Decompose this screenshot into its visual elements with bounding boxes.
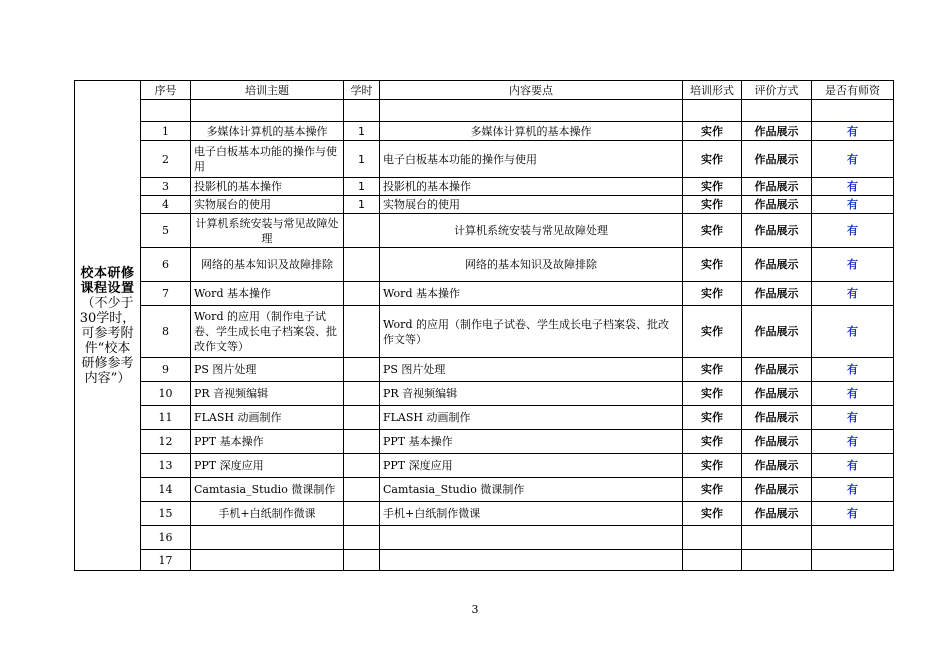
row-hours	[344, 478, 380, 502]
row-number: 15	[141, 502, 191, 526]
row-eval	[742, 100, 812, 122]
row-teacher: 有	[812, 502, 894, 526]
row-topic: 手机+白纸制作微课	[191, 502, 344, 526]
row-topic: 多媒体计算机的基本操作	[191, 122, 344, 141]
row-teacher	[812, 550, 894, 571]
row-eval	[742, 526, 812, 550]
table-row	[75, 248, 894, 282]
side-title-line2: 课程设置	[80, 280, 135, 296]
row-number: 5	[141, 214, 191, 248]
row-eval: 作品展示	[742, 430, 812, 454]
row-eval: 作品展示	[742, 406, 812, 430]
row-hours: 1	[344, 141, 380, 178]
row-form: 实作	[683, 141, 742, 178]
row-hours	[344, 526, 380, 550]
row-teacher: 有	[812, 248, 894, 282]
row-hours	[344, 430, 380, 454]
page-number: 3	[471, 603, 479, 616]
row-topic: PPT 基本操作	[191, 430, 344, 454]
row-eval: 作品展示	[742, 214, 812, 248]
row-teacher: 有	[812, 282, 894, 306]
table-row	[75, 430, 894, 454]
row-teacher	[812, 100, 894, 122]
row-topic: Camtasia_Studio 微课制作	[191, 478, 344, 502]
row-form: 实作	[683, 214, 742, 248]
side-note-line3: 可参考附	[81, 325, 134, 341]
row-number: 9	[141, 358, 191, 382]
row-content: Camtasia_Studio 微课制作	[380, 478, 683, 502]
table-row	[75, 141, 894, 178]
row-content: 网络的基本知识及故障排除	[380, 248, 683, 282]
row-eval: 作品展示	[742, 282, 812, 306]
row-form: 实作	[683, 478, 742, 502]
row-form: 实作	[683, 406, 742, 430]
row-teacher: 有	[812, 214, 894, 248]
row-eval: 作品展示	[742, 478, 812, 502]
row-content	[380, 550, 683, 571]
row-teacher: 有	[812, 454, 894, 478]
row-topic: PS 图片处理	[191, 358, 344, 382]
row-topic: 网络的基本知识及故障排除	[191, 248, 344, 282]
row-topic: FLASH 动画制作	[191, 406, 344, 430]
side-label-cell	[75, 81, 141, 571]
row-teacher	[812, 526, 894, 550]
row-topic	[191, 526, 344, 550]
side-note-line4: 件“校本	[84, 340, 131, 356]
side-note-line6: 内容”）	[84, 370, 131, 386]
row-hours	[344, 358, 380, 382]
row-topic	[191, 100, 344, 122]
row-number: 8	[141, 306, 191, 358]
row-hours: 1	[344, 178, 380, 196]
row-form: 实作	[683, 122, 742, 141]
table-row	[75, 358, 894, 382]
row-eval: 作品展示	[742, 502, 812, 526]
row-number: 2	[141, 141, 191, 178]
row-number: 3	[141, 178, 191, 196]
row-eval: 作品展示	[742, 306, 812, 358]
row-teacher: 有	[812, 196, 894, 214]
row-hours	[344, 282, 380, 306]
row-number: 1	[141, 122, 191, 141]
row-hours: 1	[344, 122, 380, 141]
row-number: 10	[141, 382, 191, 406]
table-row	[75, 550, 894, 571]
row-teacher: 有	[812, 178, 894, 196]
row-eval	[742, 550, 812, 571]
table-row	[75, 282, 894, 306]
row-content: 投影机的基本操作	[380, 178, 683, 196]
row-form: 实作	[683, 196, 742, 214]
row-teacher: 有	[812, 478, 894, 502]
row-hours	[344, 382, 380, 406]
header-hours: 学时	[344, 81, 380, 100]
row-topic: 投影机的基本操作	[191, 178, 344, 196]
row-content: PS 图片处理	[380, 358, 683, 382]
row-hours: 1	[344, 196, 380, 214]
row-hours	[344, 214, 380, 248]
row-number: 16	[141, 526, 191, 550]
row-teacher: 有	[812, 358, 894, 382]
row-number: 4	[141, 196, 191, 214]
header-topic: 培训主题	[191, 81, 344, 100]
row-content	[380, 526, 683, 550]
row-content: 手机+白纸制作微课	[380, 502, 683, 526]
header-form: 培训形式	[683, 81, 742, 100]
row-content: FLASH 动画制作	[380, 406, 683, 430]
table-row	[75, 214, 894, 248]
row-content: 电子白板基本功能的操作与使用	[380, 141, 683, 178]
row-teacher: 有	[812, 141, 894, 178]
row-form: 实作	[683, 382, 742, 406]
table-row	[75, 196, 894, 214]
side-title-line1: 校本研修	[80, 265, 135, 281]
row-number	[141, 100, 191, 122]
row-eval: 作品展示	[742, 358, 812, 382]
row-eval: 作品展示	[742, 454, 812, 478]
row-number: 14	[141, 478, 191, 502]
table-row	[75, 478, 894, 502]
table-row	[75, 382, 894, 406]
row-hours	[344, 550, 380, 571]
row-form: 实作	[683, 502, 742, 526]
row-content: PPT 基本操作	[380, 430, 683, 454]
row-form	[683, 526, 742, 550]
table-row	[75, 306, 894, 358]
row-number: 6	[141, 248, 191, 282]
row-form: 实作	[683, 306, 742, 358]
row-number: 13	[141, 454, 191, 478]
side-note-line5: 研修参考	[81, 355, 134, 371]
row-topic: 电子白板基本功能的操作与使用	[191, 141, 344, 178]
table-row	[75, 100, 894, 122]
side-note-line1: （不少于	[81, 295, 134, 311]
row-content: PPT 深度应用	[380, 454, 683, 478]
row-topic: Word 的应用（制作电子试卷、学生成长电子档案袋、批改作文等）	[191, 306, 344, 358]
header-content: 内容要点	[380, 81, 683, 100]
row-hours	[344, 454, 380, 478]
row-topic: Word 基本操作	[191, 282, 344, 306]
row-form: 实作	[683, 454, 742, 478]
row-number: 12	[141, 430, 191, 454]
table-row	[75, 502, 894, 526]
row-hours	[344, 502, 380, 526]
table-row	[75, 454, 894, 478]
row-topic: PPT 深度应用	[191, 454, 344, 478]
table-row	[75, 526, 894, 550]
row-eval: 作品展示	[742, 248, 812, 282]
row-teacher: 有	[812, 122, 894, 141]
row-eval: 作品展示	[742, 382, 812, 406]
row-form: 实作	[683, 358, 742, 382]
row-hours	[344, 306, 380, 358]
side-note-line2: 30学时，	[79, 310, 136, 326]
row-topic: PR 音视频编辑	[191, 382, 344, 406]
row-content: 实物展台的使用	[380, 196, 683, 214]
row-content: 计算机系统安装与常见故障处理	[380, 214, 683, 248]
row-content: Word 的应用（制作电子试卷、学生成长电子档案袋、批改作文等）	[380, 306, 683, 358]
header-row	[75, 81, 894, 100]
row-topic: 实物展台的使用	[191, 196, 344, 214]
row-hours	[344, 248, 380, 282]
row-number: 11	[141, 406, 191, 430]
row-form: 实作	[683, 178, 742, 196]
header-eval: 评价方式	[742, 81, 812, 100]
row-number: 7	[141, 282, 191, 306]
row-hours	[344, 100, 380, 122]
header-no: 序号	[141, 81, 191, 100]
row-content: Word 基本操作	[380, 282, 683, 306]
row-content	[380, 100, 683, 122]
table-row	[75, 178, 894, 196]
row-form: 实作	[683, 430, 742, 454]
header-teacher: 是否有师资	[812, 81, 894, 100]
row-eval: 作品展示	[742, 122, 812, 141]
row-teacher: 有	[812, 406, 894, 430]
row-teacher: 有	[812, 430, 894, 454]
table-row	[75, 122, 894, 141]
row-teacher: 有	[812, 306, 894, 358]
row-eval: 作品展示	[742, 178, 812, 196]
row-topic	[191, 550, 344, 571]
row-form	[683, 100, 742, 122]
row-eval: 作品展示	[742, 141, 812, 178]
row-content: 多媒体计算机的基本操作	[380, 122, 683, 141]
row-number: 17	[141, 550, 191, 571]
row-eval: 作品展示	[742, 196, 812, 214]
course-table	[74, 80, 894, 571]
row-hours	[344, 406, 380, 430]
row-form	[683, 550, 742, 571]
row-form: 实作	[683, 248, 742, 282]
row-content: PR 音视频编辑	[380, 382, 683, 406]
table-row	[75, 406, 894, 430]
row-topic: 计算机系统安装与常见故障处理	[191, 214, 344, 248]
row-form: 实作	[683, 282, 742, 306]
row-teacher: 有	[812, 382, 894, 406]
